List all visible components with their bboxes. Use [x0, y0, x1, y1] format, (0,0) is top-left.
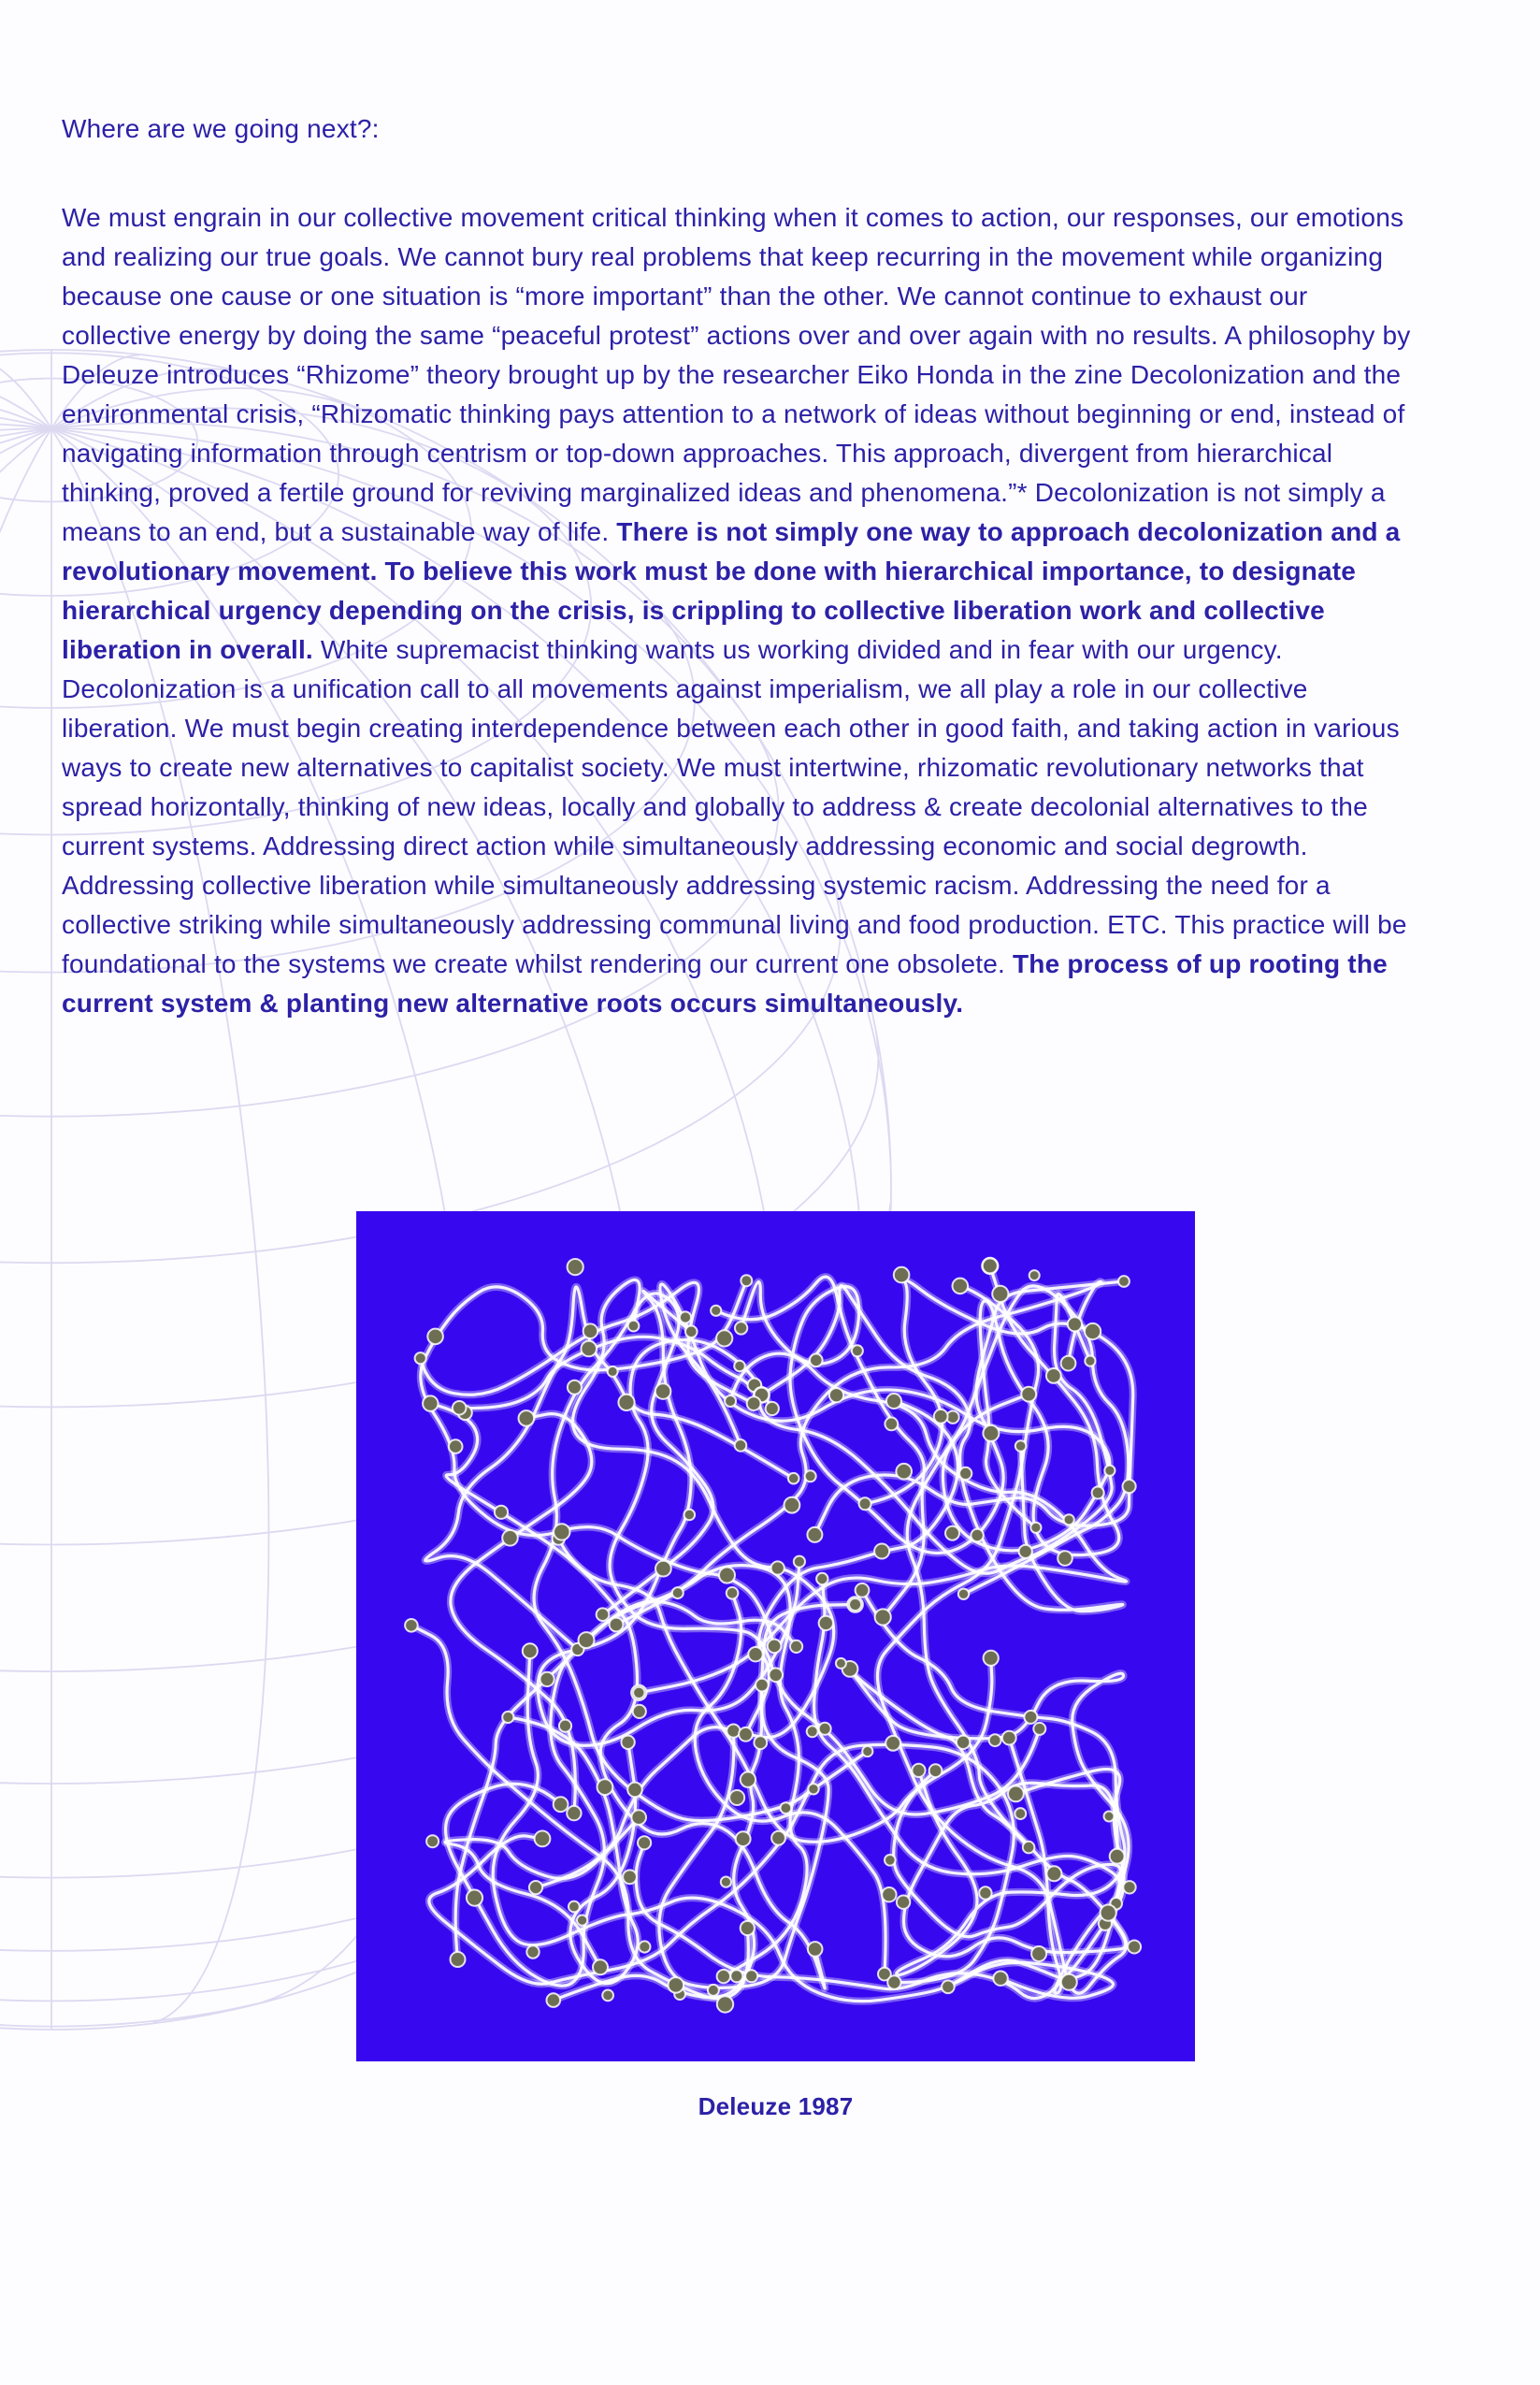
body-paragraph	[62, 198, 1418, 1023]
text-segment: We must engrain in our collective movement critical thinking when it comes to action, our responses, our emotions and realizing our true goals. We cannot bury real problems that keep recurring in the movement while organizing because one cause or one situation is “more important” than the other. We cannot continue to exhaust our collective energy by doing the same “peaceful protest” actions over and over again with no results. A philosophy by Deleuze introduces “Rhizome” theory brought up by the researcher Eiko Honda in the zine Decolonization and the environmental crisis, “Rhizomatic thinking pays attention to a network of ideas without beginning or end, instead of navigating information through centrism or top-down approaches. This approach, divergent from hierarchical thinking, proved a fertile ground for reviving marginalized ideas and phenomena.”* Decolonization is not simply a means to an end, but a sustainable way of life.	[62, 203, 1411, 546]
rhizome-network-image	[356, 1211, 1195, 2061]
bold-text-segment: There is not simply one way to approach decolonization and a revolutionary movement. To believe this work must be done with hierarchical importance, to designate hierarchical urgency depending on the crisis, is crippling to collective liberation work and collective liberation in overall.	[62, 517, 1401, 664]
bold-text-segment: The process of up rooting the current system & planting new alternative roots occurs simultaneously.	[62, 949, 1388, 1018]
figure-caption: Deleuze 1987	[698, 2092, 854, 2120]
page-title: Where are we going next?:	[62, 114, 380, 143]
text-segment: White supremacist thinking wants us working divided and in fear with our urgency. Decolonization is a unification call to all movements against imperialism, we all play a role in our collective liberation. We must begin creating interdependence between each other in good faith, and taking action in various ways to create new alternatives to capitalist society. We must intertwine, rhizomatic revolutionary networks that spread horizontally, thinking of new ideas, locally and globally to address & create decolonial alternatives to the current systems. Addressing direct action while simultaneously addressing economic and social degrowth. Addressing collective liberation while simultaneously addressing systemic racism. Addressing the need for a collective striking while simultaneously addressing communal living and food production. ETC. This practice will be foundational to the systems we create whilst rendering our current one obsolete.	[62, 635, 1407, 978]
rhizome-figure	[356, 1211, 1195, 2121]
